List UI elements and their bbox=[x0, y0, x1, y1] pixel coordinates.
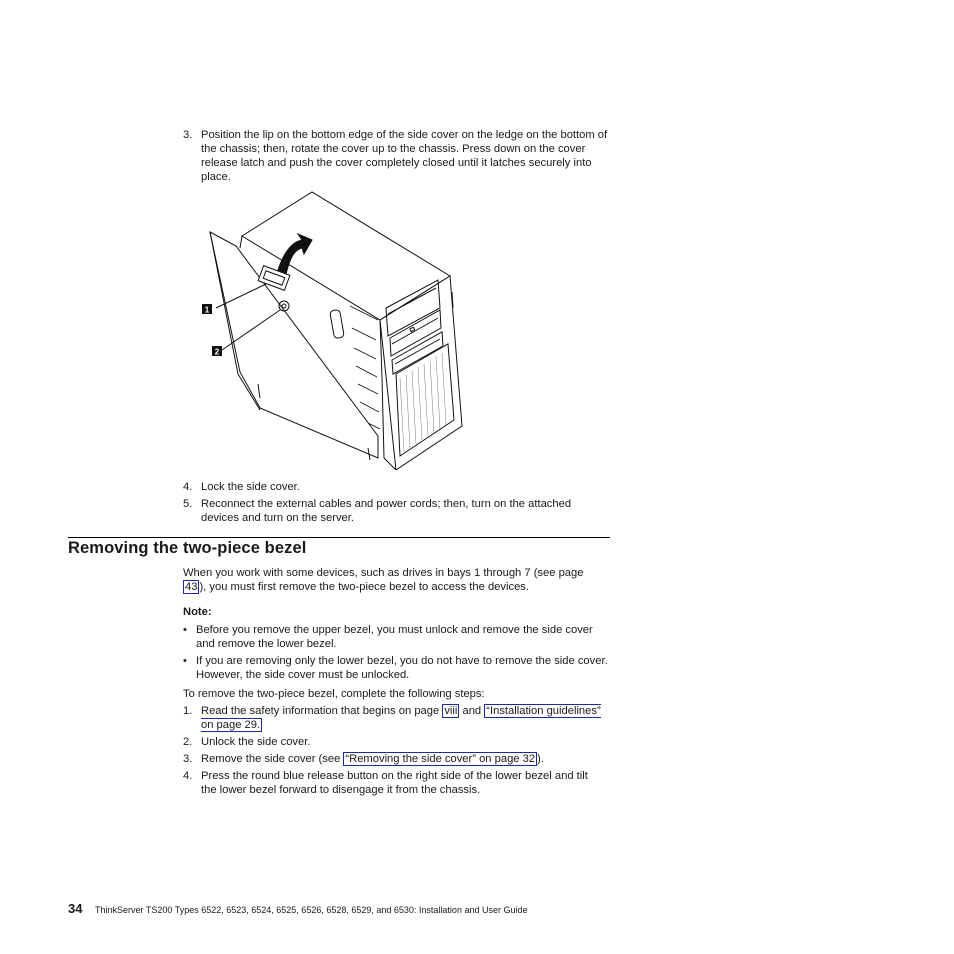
step-4-lock-cover bbox=[183, 480, 613, 494]
removing-side-cover-link[interactable]: “Removing the side cover” on page 32 bbox=[345, 753, 536, 765]
side-cover-illustration bbox=[200, 188, 470, 470]
note-text: If you are removing only the lower bezel, you do not have to remove the side cover. However, the side cover must be unlocked. bbox=[196, 655, 608, 681]
step-text: Unlock the side cover. bbox=[201, 736, 311, 748]
note-item bbox=[183, 654, 613, 682]
footer-title: ThinkServer TS200 Types 6522, 6523, 6524, 6525, 6526, 6528, 6529, and 6530: Installation and User Guide bbox=[95, 905, 528, 915]
step-text-after: ). bbox=[537, 753, 544, 765]
step-text bbox=[201, 704, 611, 732]
step-text-before: Remove the side cover (see bbox=[201, 753, 344, 765]
section-divider bbox=[68, 537, 610, 538]
bullet-icon: • bbox=[183, 624, 187, 636]
note-label: Note: bbox=[183, 606, 212, 618]
intro-text-before: When you work with some devices, such as drives in bays 1 through 7 (see page bbox=[183, 567, 584, 579]
step-3-install-cover bbox=[183, 128, 613, 184]
callout-2: 2 bbox=[214, 347, 220, 357]
step-number: 5. bbox=[183, 498, 193, 510]
installation-guidelines-link[interactable]: “Installation guidelines” on page 29. bbox=[201, 705, 601, 731]
step-text-mid: and bbox=[459, 705, 485, 717]
server-chassis-figure bbox=[200, 188, 470, 470]
intro-text-after: ), you must first remove the two-piece bezel to access the devices. bbox=[199, 581, 530, 593]
step-text bbox=[201, 752, 613, 766]
step-number: 1. bbox=[183, 705, 193, 717]
note-text: Before you remove the upper bezel, you must unlock and remove the side cover and remove the lower bezel. bbox=[196, 624, 593, 650]
step-number: 2. bbox=[183, 736, 193, 748]
page-number: 34 bbox=[68, 901, 83, 916]
procedure-step-4 bbox=[183, 769, 613, 797]
step-text-before: Read the safety information that begins on page bbox=[201, 705, 443, 717]
step-text: Lock the side cover. bbox=[201, 481, 300, 493]
step-text: Position the lip on the bottom edge of the side cover on the ledge on the bottom of the chassis; then, rotate the cover up to the chassis. Press down on the cover release latch and push the cover completely closed until it latches securely into place. bbox=[201, 129, 608, 183]
step-text: Press the round blue release button on the right side of the lower bezel and tilt the lower bezel forward to disengage it from the chassis. bbox=[201, 770, 588, 796]
callout-1: 1 bbox=[204, 305, 210, 315]
procedure-intro: To remove the two-piece bezel, complete the following steps: bbox=[183, 688, 485, 700]
step-text: Reconnect the external cables and power cords; then, turn on the attached devices and turn on the server. bbox=[201, 498, 572, 524]
step-number: 3. bbox=[183, 753, 193, 765]
step-5-reconnect bbox=[183, 497, 603, 525]
section-heading: Removing the two-piece bezel bbox=[68, 539, 307, 557]
step-number: 4. bbox=[183, 481, 193, 493]
note-item bbox=[183, 623, 613, 651]
page-43-link[interactable]: 43 bbox=[185, 581, 198, 593]
bullet-icon: • bbox=[183, 655, 187, 667]
step-number: 4. bbox=[183, 770, 193, 782]
intro-paragraph bbox=[183, 566, 603, 594]
step-number: 3. bbox=[183, 129, 193, 141]
procedure-step-2 bbox=[183, 735, 613, 749]
procedure-step-1 bbox=[183, 704, 613, 732]
page-viii-link[interactable]: viii bbox=[444, 705, 458, 717]
procedure-step-3 bbox=[183, 752, 613, 766]
